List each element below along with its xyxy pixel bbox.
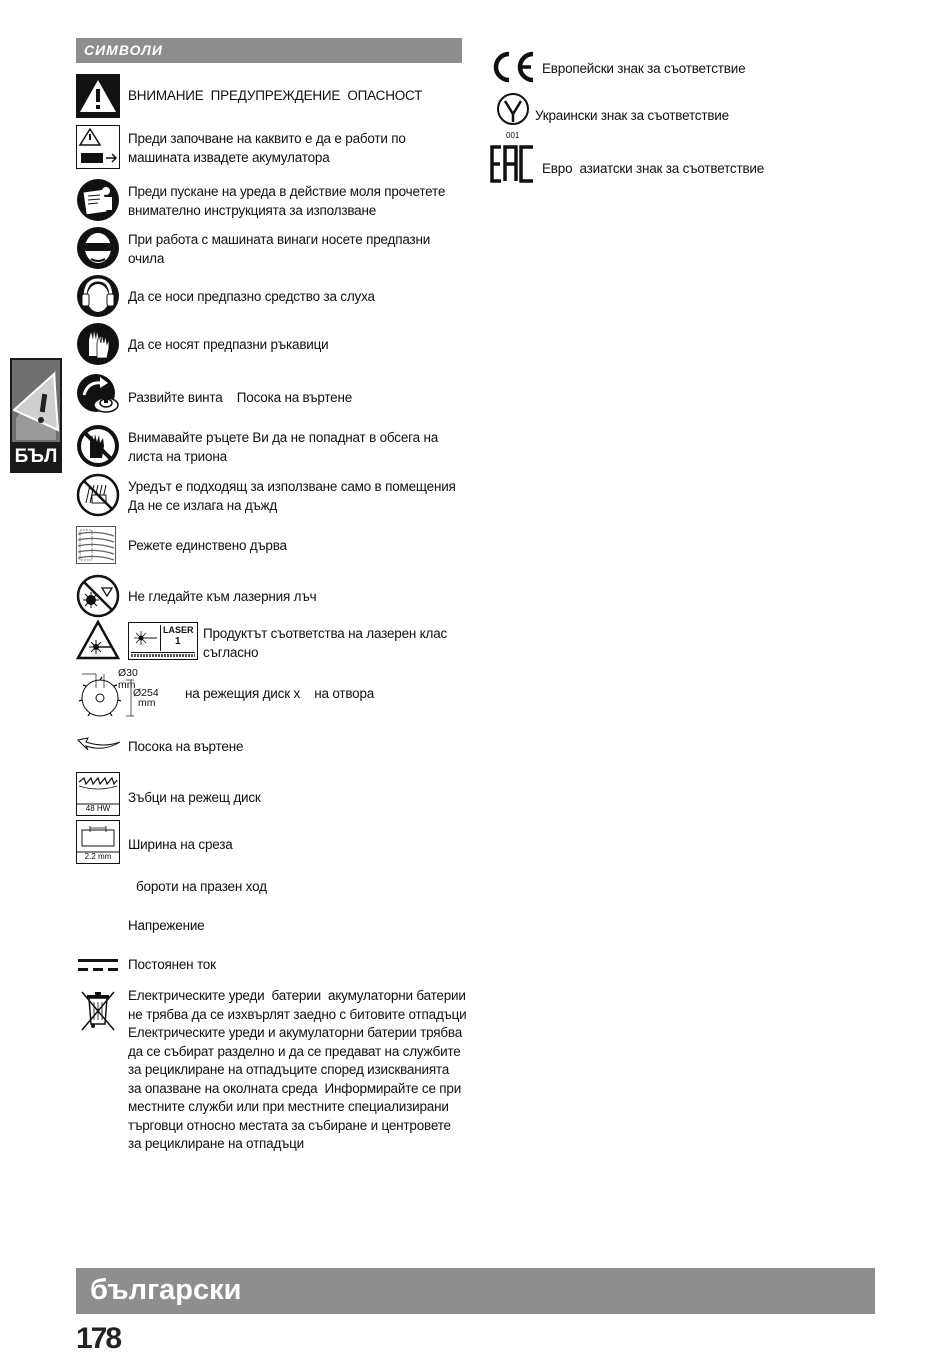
ukraine-mark-number: 001 xyxy=(506,131,520,140)
laser-label-class: 1 xyxy=(175,636,181,647)
ukraine-mark-icon xyxy=(494,92,532,135)
gloves-icon xyxy=(76,322,120,371)
warning-triangle-icon xyxy=(76,74,120,123)
symbol-text: Електрическите уреди батерии акумулаторни батерии не трябва да се изхвърлят заедно с битовите отпадъци Електрическите уреди и акумулаторни батерии трябва да се събират разделно и да се предават на службите за рециклиране на отпадъците според изискванията за опазване на околната среда Информирайте се при местните служби или при местните специализирани търговци относно местата за събиране и центровете за рециклиране на отпадъци xyxy=(128,988,467,1151)
weee-bin-icon xyxy=(76,986,120,1037)
ear-protection-icon xyxy=(76,274,120,323)
read-manual-icon xyxy=(76,178,120,227)
teeth-label: 48 HW xyxy=(85,804,111,813)
laser-label-top: LASER xyxy=(163,625,194,635)
rotation-direction-icon xyxy=(76,734,122,759)
section-header: СИМВОЛИ xyxy=(76,38,462,63)
blade-diameter-label xyxy=(133,688,159,708)
blade-diameter-unit: mm xyxy=(138,697,156,709)
symbol-text: бороти на празен ход xyxy=(136,879,267,894)
conformity-text: Украински знак за съответствие xyxy=(535,108,729,123)
symbol-text: При работа с машината винаги носете предпазни очила xyxy=(128,232,431,266)
symbol-text: на режещия диск х на отвора xyxy=(185,686,375,701)
cut-width-label: 2.2 mm xyxy=(84,852,112,861)
page-number: 178 xyxy=(76,1322,121,1355)
language-tab-label: БЪЛ xyxy=(14,446,58,467)
symbol-text: Преди пускане на уреда в действие моля прочетете внимателно инструкцията за използване xyxy=(128,184,446,218)
footer-language-bar: български xyxy=(76,1268,875,1314)
symbol-text: Ширина на среза xyxy=(128,837,233,852)
no-rain-icon xyxy=(76,473,120,522)
blade-diameter-value: Ø254 xyxy=(133,687,159,699)
ce-mark-icon xyxy=(490,50,536,89)
symbol-text: Внимавайте ръцете Ви да не попаднат в обсега на листа на триона xyxy=(128,430,439,464)
laser-warning-icon xyxy=(76,620,120,665)
symbol-text: Не гледайте към лазерния лъч xyxy=(128,589,317,604)
conformity-text: Европейски знак за съответствие xyxy=(542,61,746,76)
cut-width-icon xyxy=(76,820,120,869)
direct-current-icon xyxy=(76,948,120,983)
no-laser-stare-icon xyxy=(76,574,120,623)
wood-only-icon xyxy=(76,526,116,569)
symbol-text: Да се носят предпазни ръкавици xyxy=(128,337,329,352)
symbol-text: Постоянен ток xyxy=(128,957,216,972)
symbol-text: Посока на въртене xyxy=(128,739,244,754)
symbol-text: Зъбци на режещ диск xyxy=(128,790,261,805)
symbol-text: Режете единствено дърва xyxy=(128,538,287,553)
keep-hands-away-icon xyxy=(76,424,120,473)
symbol-text: ВНИМАНИЕ ПРЕДУПРЕЖДЕНИЕ ОПАСНОСТ xyxy=(128,88,423,103)
laser-class-icon xyxy=(128,622,198,660)
symbol-text: Развийте винта Посока на въртене xyxy=(128,390,353,405)
safety-goggles-icon xyxy=(76,226,120,275)
warning-tab-icon xyxy=(12,360,60,442)
blade-teeth-icon xyxy=(76,772,120,821)
eac-mark-icon xyxy=(490,145,536,188)
blade-bore-label: Ø30 mm xyxy=(118,667,138,691)
symbol-text: Уредът е подходящ за използване само в помещения Да не се излага на дъжд xyxy=(128,479,456,513)
unscrew-rotation-icon xyxy=(76,373,122,424)
conformity-text: Евро азиатски знак за съответствие xyxy=(542,161,765,176)
symbol-text: Напрежение xyxy=(128,918,205,933)
language-tab xyxy=(10,358,62,473)
symbol-text: Преди започване на каквито е да е работи по машината извадете акумулатора xyxy=(128,131,406,165)
remove-battery-icon xyxy=(76,125,120,174)
symbol-text: Да се носи предпазно средство за слуха xyxy=(128,289,375,304)
symbol-text: Продуктът съответства на лазерен клас съгласно xyxy=(203,626,448,660)
